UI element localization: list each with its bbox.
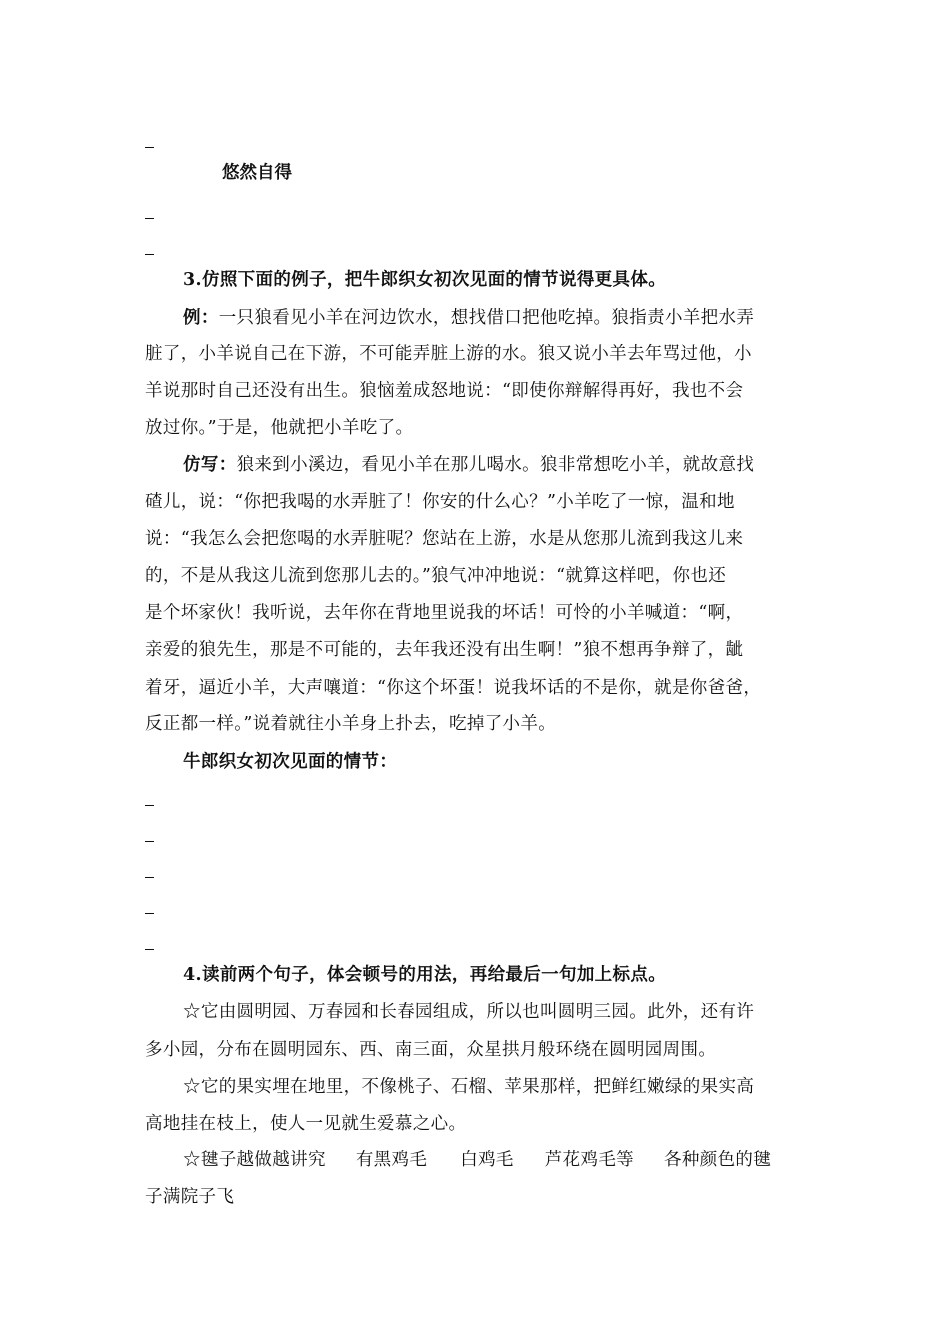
answer-blank <box>145 254 154 255</box>
q3-imitation-line: 说：“我怎么会把您喝的水弄脏呢？您站在上游，水是从您那儿流到我这儿来 <box>145 529 744 549</box>
exercise-phrase: 芦花鸡毛等 <box>544 1150 635 1170</box>
q3-example-line: 放过你。”于是，他就把小羊吃了。 <box>145 418 414 438</box>
q3-imitation-line: 亲爱的狼先生，那是不可能的，去年我还没有出生啊！”狼不想再争辩了，龇 <box>145 640 744 660</box>
heading-youran: 悠然自得 <box>222 163 292 183</box>
q3-imitation-line: 反正都一样。”说着就往小羊身上扑去，吃掉了小羊。 <box>145 714 557 734</box>
answer-blank <box>145 218 154 219</box>
answer-blank <box>145 147 154 148</box>
q4-title: 4.读前两个句子，体会顿号的用法，再给最后一句加上标点。 <box>183 965 667 985</box>
q3-example-line: 羊说那时自己还没有出生。狼恼羞成怒地说：“即使你辩解得再好，我也不会 <box>145 381 744 401</box>
q3-task-label: 牛郎织女初次见面的情节： <box>183 752 398 772</box>
answer-blank <box>145 877 154 878</box>
q3-title: 3.仿照下面的例子，把牛郎织女初次见面的情节说得更具体。 <box>183 270 667 290</box>
q4-sentence-line: ☆它由圆明园、万春园和长春园组成，所以也叫圆明三园。此外，还有许 <box>183 1002 755 1022</box>
exercise-phrase: ☆毽子越做越讲究 <box>183 1150 326 1170</box>
exercise-phrase: 有黑鸡毛 <box>355 1150 428 1170</box>
q3-example-line: 例：一只狼看见小羊在河边饮水，想找借口把他吃掉。狼指责小羊把水弄 <box>183 308 755 328</box>
exercise-phrase: 白鸡毛 <box>460 1150 514 1170</box>
q3-imitation-line: 碴儿，说：“你把我喝的水弄脏了！你安的什么心？”小羊吃了一惊，温和地 <box>145 492 735 512</box>
q4-sentence-line: 多小园，分布在圆明园东、西、南三面，众星拱月般环绕在圆明园周围。 <box>145 1040 717 1060</box>
q3-imitation-line: 仿写：狼来到小溪边，看见小羊在那儿喝水。狼非常想吃小羊，就故意找 <box>183 455 755 475</box>
answer-blank <box>145 913 154 914</box>
imitation-label: 仿写： <box>183 455 237 475</box>
q4-sentence-line: 高地挂在枝上，使人一见就生爱慕之心。 <box>145 1114 467 1134</box>
example-label: 例： <box>183 308 219 328</box>
answer-blank <box>145 949 154 950</box>
q3-example-line: 脏了，小羊说自己在下游，不可能弄脏上游的水。狼又说小羊去年骂过他，小 <box>145 344 752 364</box>
q4-exercise-line: 子满院子飞 <box>145 1187 235 1207</box>
q3-imitation-line: 着牙，逼近小羊，大声嚷道：“你这个坏蛋！说我坏话的不是你，就是你爸爸， <box>145 678 762 698</box>
q4-exercise-line <box>183 1148 771 1172</box>
exercise-phrase: 各种颜色的毽 <box>664 1150 772 1170</box>
answer-blank <box>145 841 154 842</box>
q4-sentence-line: ☆它的果实埋在地里，不像桃子、石榴、苹果那样，把鲜红嫩绿的果实高 <box>183 1077 755 1097</box>
q3-imitation-line: 的，不是从我这儿流到您那儿去的。”狼气冲冲地说：“就算这样吧，你也还 <box>145 566 727 586</box>
answer-blank <box>145 805 154 806</box>
q3-imitation-line: 是个坏家伙！我听说，去年你在背地里说我的坏话！可怜的小羊喊道：“啊， <box>145 603 744 623</box>
